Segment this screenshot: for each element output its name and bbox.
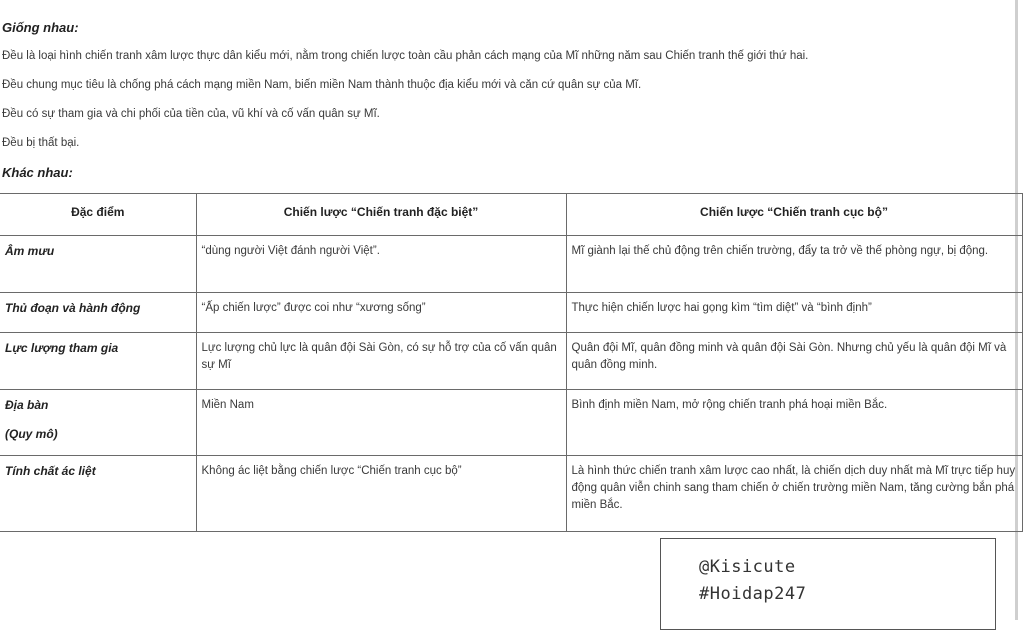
comparison-table — [0, 193, 1023, 532]
table-row — [0, 293, 1022, 333]
row-feature-label: Địa bàn — [5, 398, 49, 412]
table-header-row — [0, 194, 1022, 236]
column-header-feature: Đặc điểm — [0, 194, 196, 236]
table-row — [0, 456, 1022, 532]
row-feature-cell: Âm mưu — [0, 236, 196, 293]
local-war-cell: Bình định miền Nam, mở rộng chiến tranh phá hoại miền Bắc. — [566, 390, 1022, 456]
local-war-cell: Là hình thức chiến tranh xâm lược cao nhất, là chiến dịch duy nhất mà Mĩ trực tiếp huy động quân viễn chinh sang tham chiến ở chiến trường miền Nam, tăng cường bắn phá miền Bắc. — [566, 456, 1022, 532]
special-war-cell: “Ấp chiến lược” được coi như “xương sống” — [196, 293, 566, 333]
table-row — [0, 390, 1022, 456]
watermark-username: @Kisicute — [699, 557, 796, 577]
row-feature-cell: Tính chất ác liệt — [0, 456, 196, 532]
similarity-point-1: Đều là loại hình chiến tranh xâm lược thực dân kiểu mới, nằm trong chiến lược toàn cầu phản cách mạng của Mĩ những năm sau Chiến tranh thế giới thứ hai. — [2, 50, 809, 62]
row-feature-cell — [0, 390, 196, 456]
watermark-box — [660, 538, 996, 630]
special-war-cell: Không ác liệt bằng chiến lược “Chiến tranh cục bộ” — [196, 456, 566, 532]
table-row — [0, 236, 1022, 293]
local-war-cell: Thực hiện chiến lược hai gọng kìm “tìm diệt” và “bình định” — [566, 293, 1022, 333]
row-feature-cell: Lực lượng tham gia — [0, 333, 196, 390]
table-row — [0, 333, 1022, 390]
similarity-point-4: Đều bị thất bại. — [2, 137, 80, 149]
special-war-cell: “dùng người Việt đánh người Việt”. — [196, 236, 566, 293]
row-feature-cell: Thủ đoạn và hành động — [0, 293, 196, 333]
differences-heading: Khác nhau: — [2, 165, 73, 180]
similarities-heading: Giống nhau: — [2, 20, 79, 35]
special-war-cell: Lực lượng chủ lực là quân đội Sài Gòn, có sự hỗ trợ của cố vấn quân sự Mĩ — [196, 333, 566, 390]
column-header-local-war: Chiến lược “Chiến tranh cục bộ” — [566, 194, 1022, 236]
special-war-cell: Miền Nam — [196, 390, 566, 456]
local-war-cell: Mĩ giành lại thế chủ động trên chiến trường, đẩy ta trở về thế phòng ngự, bị động. — [566, 236, 1022, 293]
column-header-special-war: Chiến lược “Chiến tranh đặc biệt” — [196, 194, 566, 236]
local-war-cell: Quân đội Mĩ, quân đồng minh và quân đội Sài Gòn. Nhưng chủ yếu là quân đội Mĩ và quân đồng minh. — [566, 333, 1022, 390]
similarity-point-2: Đều chung mục tiêu là chống phá cách mạng miền Nam, biến miền Nam thành thuộc địa kiểu mới và căn cứ quân sự của Mĩ. — [2, 79, 642, 91]
similarity-point-3: Đều có sự tham gia và chi phối của tiền của, vũ khí và cố vấn quân sự Mĩ. — [2, 108, 380, 120]
row-feature-sublabel: (Quy mô) — [5, 427, 58, 441]
watermark-hashtag: #Hoidap247 — [699, 584, 807, 604]
